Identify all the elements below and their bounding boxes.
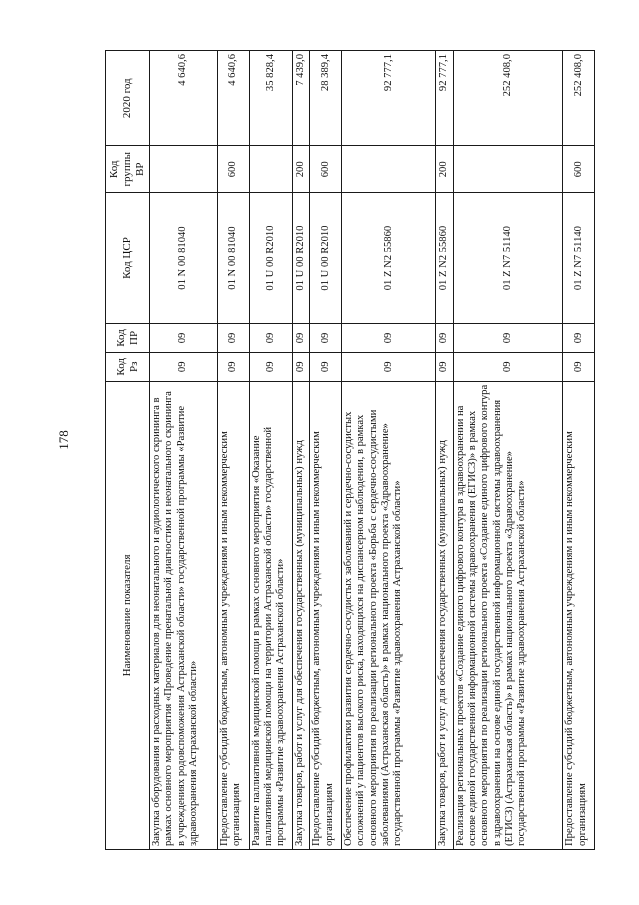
row-csr: 01 U 00 R2010 <box>249 193 293 324</box>
row-pr: 09 <box>218 324 249 353</box>
row-csr: 01 N 00 81040 <box>150 193 218 324</box>
row-rz: 09 <box>249 352 293 381</box>
row-csr: 01 Z N2 55860 <box>341 193 435 324</box>
rotated-page <box>105 50 595 850</box>
row-vr <box>453 146 563 193</box>
row-rz: 09 <box>563 352 595 381</box>
table-row <box>563 51 595 850</box>
row-csr: 01 Z N7 51140 <box>563 193 595 324</box>
header-csr: Код ЦСР <box>106 193 150 324</box>
row-csr: 01 N 00 81040 <box>218 193 249 324</box>
table-row <box>436 51 453 850</box>
row-csr: 01 Z N7 51140 <box>453 193 563 324</box>
header-pr: Код ПР <box>106 324 150 353</box>
row-pr: 09 <box>293 324 310 353</box>
row-rz: 09 <box>341 352 435 381</box>
row-rz: 09 <box>218 352 249 381</box>
row-amount: 7 439,0 <box>293 51 310 146</box>
row-rz: 09 <box>150 352 218 381</box>
row-vr: 200 <box>293 146 310 193</box>
row-csr: 01 U 00 R2010 <box>293 193 310 324</box>
row-pr: 09 <box>150 324 218 353</box>
header-name: Наименование показателя <box>106 381 150 849</box>
row-name: Предоставление субсидий бюджетным, автономным учреждениям и иным некоммерческим организациям <box>310 381 341 849</box>
row-vr <box>150 146 218 193</box>
budget-table <box>105 50 595 850</box>
row-rz: 09 <box>436 352 453 381</box>
row-name: Закупка товаров, работ и услуг для обеспечения государственных (муниципальных) нужд <box>436 381 453 849</box>
table-row <box>453 51 563 850</box>
row-pr: 09 <box>563 324 595 353</box>
row-vr: 200 <box>436 146 453 193</box>
row-name: Реализация региональных проектов «Создание единого цифрового контура в здравоохранении на основе единой государственной информационной системы здравоохранения (ЕГИСЗ)» в рамках основного мероприятия по реализации регионального проекта «Создание единого цифрового контура в здравоохранении на основе единой государственной информационной системы здравоохранения (ЕГИСЗ) (Астраханская область)» в рамках национального проекта «Здравоохранение» государственной программы «Развитие здравоохранения Астраханской области» <box>453 381 563 849</box>
row-vr: 600 <box>563 146 595 193</box>
row-name: Предоставление субсидий бюджетным, автономным учреждениям и иным некоммерческим организациям <box>563 381 595 849</box>
row-csr: 01 U 00 R2010 <box>310 193 341 324</box>
header-rz: Код Рз <box>106 352 150 381</box>
row-pr: 09 <box>341 324 435 353</box>
row-amount: 252 408,0 <box>453 51 563 146</box>
row-amount: 28 389,4 <box>310 51 341 146</box>
row-amount: 92 777,1 <box>341 51 435 146</box>
row-pr: 09 <box>436 324 453 353</box>
row-csr: 01 Z N2 55860 <box>436 193 453 324</box>
row-pr: 09 <box>310 324 341 353</box>
row-vr: 600 <box>218 146 249 193</box>
row-name: Предоставление субсидий бюджетным, автономным учреждениям и иным некоммерческим организациям <box>218 381 249 849</box>
table-header-row <box>106 51 150 850</box>
row-name: Закупка оборудования и расходных материалов для неонатального и аудиологического скрининга в рамках основного мероприятия «Проведение пренатальной диагностики и неонатального скрининга в учреждениях родовспоможения Астраханской области» государственной программы «Развитие здравоохранения Астраханской области» <box>150 381 218 849</box>
row-name: Развитие паллиативной медицинской помощи в рамках основного мероприятия «Оказание паллиативной медицинской помощи на территории Астраханской области» государственной программы «Развитие здравоохранения Астраханской области» <box>249 381 293 849</box>
row-rz: 09 <box>293 352 310 381</box>
row-amount: 4 640,6 <box>150 51 218 146</box>
row-vr <box>249 146 293 193</box>
table-row <box>249 51 293 850</box>
page-number: 178 <box>56 430 71 450</box>
header-vr: Код группы ВР <box>106 146 150 193</box>
row-amount: 4 640,6 <box>218 51 249 146</box>
row-rz: 09 <box>453 352 563 381</box>
table-row <box>341 51 435 850</box>
table-row <box>150 51 218 850</box>
row-rz: 09 <box>310 352 341 381</box>
row-pr: 09 <box>453 324 563 353</box>
row-vr: 600 <box>310 146 341 193</box>
table-row <box>218 51 249 850</box>
row-pr: 09 <box>249 324 293 353</box>
row-amount: 35 828,4 <box>249 51 293 146</box>
row-name: Закупка товаров, работ и услуг для обеспечения государственных (муниципальных) нужд <box>293 381 310 849</box>
row-name: Обеспечение профилактики развития сердечно-сосудистых заболеваний и сердечно-сосудистых осложнений у пациентов высокого риска, находящихся на диспансерном наблюдении, в рамках основного мероприятия по реализации регионального проекта «Борьба с сердечно-сосудистыми заболеваниями (Астраханская область)» в рамках национального проекта «Здравоохранение» государственной программы «Развитие здравоохранения Астраханской области» <box>341 381 435 849</box>
row-amount: 252 408,0 <box>563 51 595 146</box>
row-vr <box>341 146 435 193</box>
header-year: 2020 год <box>106 51 150 146</box>
table-row <box>293 51 310 850</box>
row-amount: 92 777,1 <box>436 51 453 146</box>
table-row <box>310 51 341 850</box>
